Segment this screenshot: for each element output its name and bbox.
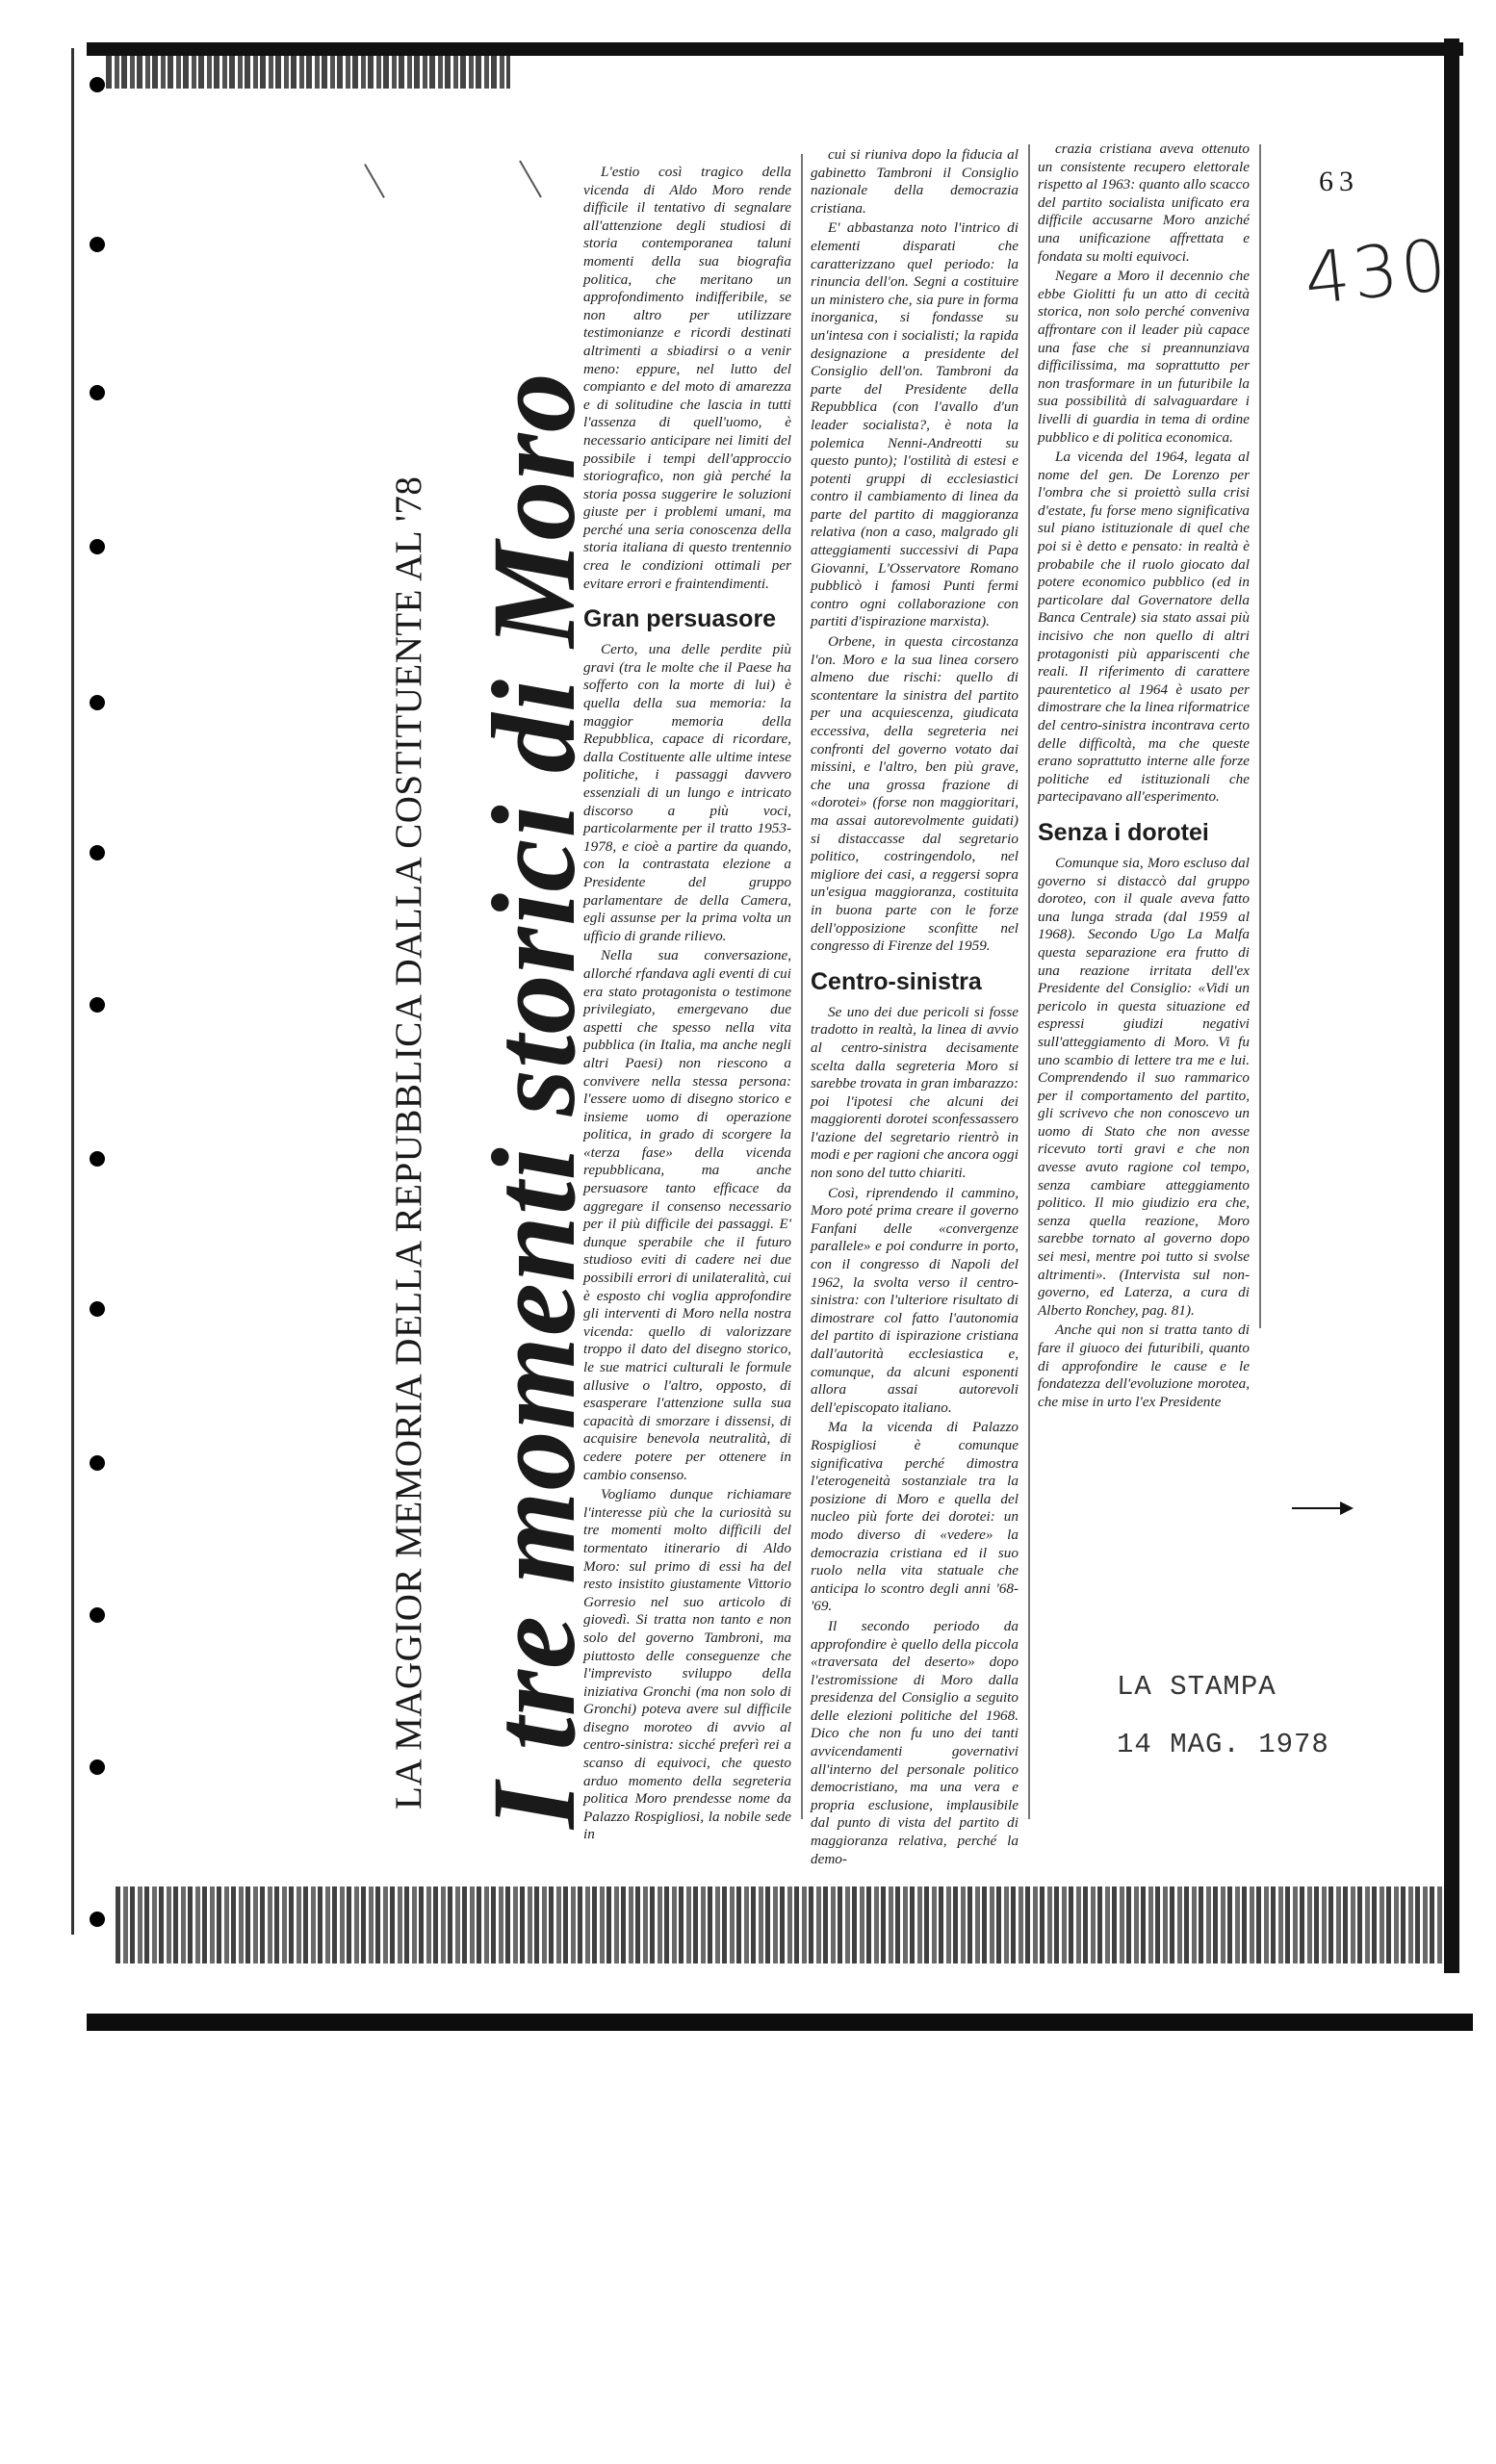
scan-mark — [364, 164, 385, 198]
scan-edge-top — [87, 42, 1463, 56]
newspaper-stamp: LA STAMPA — [1117, 1671, 1277, 1703]
binder-hole — [90, 1301, 105, 1317]
paragraph: Certo, una delle perdite più gravi (tra le molte che il Paese ha sofferto con la morte di lui) è quella della sua memoria: la maggior memoria della Repubblica, capace di ricordare, dalla Costituente alle ultime intese politiche, i passaggi davvero essenziali di un lungo e intricato discorso a più voci, particolarmente per il tratto 1953-1978, e cioè a partire da quando, con la contrastata elezione a Presidente del gruppo parlamentare de della Camera, egli assunse per la prima volta un ufficio di grande rilievo. — [583, 641, 791, 944]
paragraph: Negare a Moro il decennio che ebbe Giolitti fu un atto di cecità storica, non solo perché conveniva affrontare con il leader più capace una fase che si preannunziava difficilissima, ma soprattutto per non trasformare in un futuribile la sua possibilità di salvaguardare i livelli di guardia in tema di ordine pubblico e di politica economica. — [1038, 268, 1250, 446]
article-kicker: LA MAGGIOR MEMORIA DELLA REPUBBLICA DALLA COSTITUENTE AL '78 — [388, 475, 429, 1810]
paragraph: Comunque sia, Moro escluso dal governo si distaccò dal gruppo doroteo, con il quale aveva fatto una lunga strada (dal 1959 al 1968). Secondo Ugo La Malfa questa separazione era frutto di una reazione irritata dell'ex Presidente del Consiglio: «Vidi un pericolo in questa situazione ed espressi giudizi negativi sull'atteggiamento di Moro. Vi fu uno scambio di lettere tra me e lui. Comprendendo il suo rammarico per il comportamento del partito, gli scrivevo che non conoscevo un uomo di Stato che non avesse ricevuto torti gravi e che non avesse avuto ragione col tempo, senza cambiare atteggiamento politico. Il mio giudizio era che, senza quella reazione, Moro sarebbe tornato al governo dopo sei mesi, mentre poi tutto si svolse altrimenti». (Intervista sul non-governo, ed Laterza, a cura di Alberto Ronchey, pag. 81). — [1038, 854, 1250, 1319]
paragraph: Nella sua conversazione, allorché rfandava agli eventi di cui era stato protagonista o testimone privilegiato, emergevano due aspetti che spesso nella vita pubblica (in Italia, ma anche negli altri Paesi) non riescono a convivere nella stessa persona: l'essere uomo di disegno storico e insieme uomo di operazione politica, in grado di scorgere la «terza fase» della vicenda repubblicana, ma anche persuasore tanto efficace da aggregare il consenso necessario per il più difficile dei passaggi. E' dunque sperabile che il futuro studioso eviti di cadere nei due possibili errori di unilateralità, cui è esposto chi voglia approfondire gli interventi di Moro nella nostra vicenda: quello di valorizzare troppo il dato del disegno storico, le sue matrici culturali le formule allusive o l'altro, opposto, di esasperare l'attenzione sulla sua capacità di smorzare i dissensi, di acquisire benevola neutralità, di cedere potere per ottenere in cambio consenso. — [583, 947, 791, 1483]
binder-hole — [90, 539, 105, 554]
binder-hole — [90, 77, 105, 92]
paragraph: Ma la vicenda di Palazzo Rospigliosi è comunque significativa perché dimostra l'eterogeneità sostanziale tra la posizione di Moro e quella del nucleo più forte dei dorotei: un modo diverso di «vedere» la democrazia cristiana ed il suo ruolo nella vita statuale che anticipa lo scontro degli anni '68-'69. — [811, 1419, 1019, 1615]
column-divider — [801, 154, 803, 1819]
paragraph: Anche qui non si tratta tanto di fare il giuoco dei futuribili, quanto di approfondire le cause e le fondatezza dell'evoluzione morotea, che mise in urto l'ex Presidente — [1038, 1322, 1250, 1410]
text-column-3 — [1038, 141, 1250, 1411]
paragraph: Così, riprendendo il cammino, Moro poté prima creare il governo Fanfani delle «convergenze parallele» e poi condurre in porto, con il congresso di Napoli del 1962, la svolta verso il centro-sinistra: con l'ulteriore risultato di dimostrare col fatto l'autonomia del partito di ispirazione cristiana dall'autorità ecclesiastica e, comunque, da alcuni esponenti allora assai autorevoli dell'episcopato italiano. — [811, 1184, 1019, 1416]
scan-edge-right — [1444, 38, 1459, 1973]
binder-hole — [90, 1607, 105, 1623]
subheading-centro-sinistra: Centro-sinistra — [811, 967, 982, 995]
binder-hole — [90, 237, 105, 252]
paragraph: crazia cristiana aveva ottenuto un consistente recupero elettorale rispetto al 1963: quanto allo scacco del partito socialista unificato era difficile accusarne Moro anziché una unificazione affrettata e fondata su molti equivoci. — [1038, 141, 1250, 265]
binder-hole — [90, 1455, 105, 1471]
binder-hole — [90, 997, 105, 1013]
paragraph: Orbene, in questa circostanza l'on. Moro e la sua linea corsero almeno due rischi: quello di scontentare la sinistra del partito per una acquiescenza, giudicata eccessiva, della segreteria nei confronti del governo votato dai missini, e l'altro, ben più grave, che una grossa frazione di «dorotei» (forse non maggioritari, ma assai autorevolmente guidati) si distaccasse dal segretario politico, costringendolo, nel migliore dei casi, a reggersi sopra un'esigua maggioranza, costituita in buona parte con le forze dell'opposizione sconfitte nel congresso di Firenze del 1959. — [811, 633, 1019, 955]
scan-mark — [519, 160, 542, 197]
article-headline: I tre momenti storici di Moro — [468, 372, 600, 1829]
scan-edge-bottom — [87, 2014, 1473, 2031]
paragraph: La vicenda del 1964, legata al nome del gen. De Lorenzo per l'ombra che si proiettò sulla crisi d'estate, fu forse meno significativa sul piano istituzionale di quel che poi si è detto e pensato: in realtà è probabile che il ruolo giocato dal potere economico pubblico (ed in particolare dal Governatore della Banca Centrale) sia stato assai più incisivo che non quello di altri protagonisti più appariscenti che reali. Il riferimento di carattere paurentetico al 1964 è usato per dimostrare che la linea riformatrice del centro-sinistra incontrava certo delle difficoltà, ma che queste erano soprattutto interne alle forze politiche ed istituzionali che partecipavano all'esperimento. — [1038, 449, 1250, 806]
date-stamp: 14 MAG. 1978 — [1117, 1729, 1329, 1760]
paragraph: Il secondo periodo da approfondire è quello della piccola «traversata del deserto» dopo l'estromissione di Moro dalla presidenza del Consiglio a seguito delle elezioni politiche del 1968. Dico che non fu uno dei tanti avvicendamenti governativi all'interno del personale politico democristiano, ma una vera e propria esclusione, implausibile dal punto di vista del partito di maggioranza relativa, perché la demo- — [811, 1617, 1019, 1867]
arrow-mark — [1292, 1507, 1350, 1509]
paragraph: E' abbastanza noto l'intrico di elementi disparati che caratterizzano quel periodo: la rinuncia dell'on. Segni a costituire un ministero che, sia pure in forma inorganica, si fondasse su un'intesa con i socialisti; la rapida designazione a presidente del Consiglio dell'on. Tambroni da parte del Presidente della Repubblica (con l'avallo d'un leader socialista?, è nota la polemica Nenni-Andreotti su questo punto); l'ostilità di estesi e potenti gruppi di ecclesiastici contro il cambiamento di linea da parte del partito di maggioranza relativa (non a caso, malgrado gli atteggiamenti successivi di Papa Giovanni, L'Osservatore Romano pubblicò i famosi Punti fermi contro ogni collaborazione con partiti d'ispirazione marxista). — [811, 219, 1019, 630]
paragraph: cui si riuniva dopo la fiducia al gabinetto Tambroni il Consiglio nazionale della democrazia cristiana. — [811, 146, 1019, 217]
column-divider — [1259, 144, 1261, 1328]
text-column-2 — [811, 146, 1019, 1868]
subheading-gran-persuasore: Gran persuasore — [583, 605, 777, 633]
binder-hole — [90, 1759, 105, 1775]
text-column-1 — [583, 164, 791, 1844]
paragraph: Se uno dei due pericoli si fosse tradotto in realtà, la linea di avvio al centro-sinistra decisamente scelta dalla segreteria Moro si sarebbe trovata in gran imbarazzo: poi l'ipotesi che alcuni dei maggiorenti dorotei sconfessassero l'azione del segretario rientrò in modi e per ragioni che ancora oggi non sono del tutto chiariti. — [811, 1003, 1019, 1182]
scan-noise-top — [106, 56, 510, 89]
paragraph: L'estio così tragico della vicenda di Aldo Moro rende difficile il tentativo di segnalare all'attenzione degli studiosi di storia contemporanea taluni momenti della sua biografia politica, che meritano un approfondimento indifferibile, se non altro per utilizzare testimonianze e ricordi destinati altrimenti a sbiadirsi o a venir meno: eppure, nel lutto del compianto e del moto di amarezza e di solitudine che lascia in tutti l'assenza di quell'uomo, è necessario anticipare nei limiti del possibile i tempi dell'approccio storiografico, non già perché la storia possa suggerire le soluzioni giuste per i problemi umani, ma perché una seria conoscenza della storia italiana di questo trentennio crea le condizioni ottimali per evitare errori e fraintendimenti. — [583, 164, 791, 592]
paragraph: Vogliamo dunque richiamare l'interesse più che la curiosità su tre momenti molto difficili del tormentato itinerario di Aldo Moro: sul primo di essi ha del resto insistito giustamente Vittorio Gorresio nel suo articolo di giovedì. Si tratta non tanto e non solo del governo Tambroni, ma piuttosto delle conseguenze che l'imprevisto sviluppo della iniziativa Gronchi (ma non solo di Gronchi) poteva avere sul difficile disegno moroteo di avvio al centro-sinistra: sicché preferì rei a scanso di equivoci, che questo arduo momento della segreteria politica Moro prendesse nome da Palazzo Rospigliosi, la nobile sede in — [583, 1486, 791, 1843]
binder-hole — [90, 1912, 105, 1927]
handwritten-number: 430 — [1300, 223, 1454, 321]
scan-noise-bottom — [116, 1886, 1444, 1964]
binder-hole — [90, 1151, 105, 1167]
binder-hole — [90, 845, 105, 860]
binder-hole — [90, 385, 105, 400]
column-divider — [1028, 144, 1030, 1819]
subheading-senza-i-dorotei: Senza i dorotei — [1038, 818, 1209, 846]
page-number: 63 — [1319, 166, 1359, 197]
scan-edge-left — [71, 48, 74, 1935]
binder-hole — [90, 695, 105, 710]
